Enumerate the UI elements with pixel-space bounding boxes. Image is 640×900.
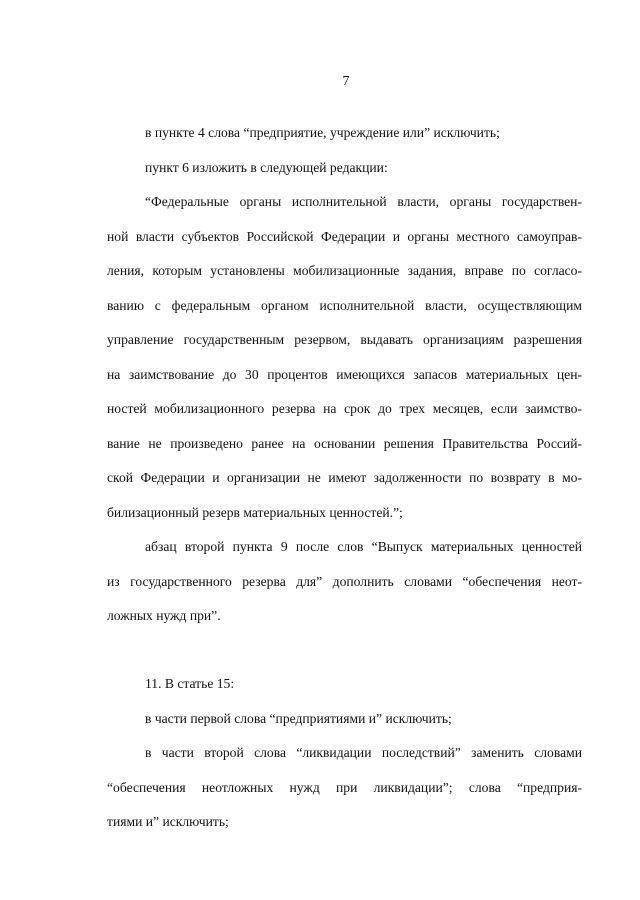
text-line: из государственного резерва для” дополнить словами “обеспечения неот- <box>107 574 582 589</box>
text-line: ской Федерации и организации не имеют задолженности по возврату в мо- <box>107 470 582 485</box>
text-line: “обеспечения неотложных нужд при ликвидации”; слова “предприя- <box>107 780 582 795</box>
text-line: в части второй слова “ликвидации последствий” заменить словами <box>145 745 582 760</box>
text-line: ной власти субъектов Российской Федерации и органы местного самоуправ- <box>107 229 582 244</box>
text-line: ложных нужд при”. <box>107 608 221 623</box>
text-line: ления, которым установлены мобилизационные задания, вправе по согласо- <box>107 263 582 278</box>
text-line: в пункте 4 слова “предприятие, учреждение или” исключить; <box>145 125 500 140</box>
section-heading: 11. В статье 15: <box>145 676 235 691</box>
text-line: ванию с федеральным органом исполнительной власти, осуществляющим <box>107 298 582 313</box>
page-number: 7 <box>342 74 350 89</box>
text-line: на заимствование до 30 процентов имеющихся запасов материальных цен- <box>107 367 582 382</box>
text-line: ностей мобилизационного резерва на срок до трех месяцев, если заимство- <box>107 401 582 416</box>
text-line: тиями и” исключить; <box>107 814 229 829</box>
text-line: “Федеральные органы исполнительной власти, органы государствен- <box>145 194 582 209</box>
text-line: управление государственным резервом, выдавать организациям разрешения <box>107 332 582 347</box>
text-line: в части первой слова “предприятиями и” исключить; <box>145 711 452 726</box>
text-line: пункт 6 изложить в следующей редакции: <box>145 160 388 175</box>
text-line: билизационный резерв материальных ценностей.”; <box>107 505 403 520</box>
text-line: вание не произведено ранее на основании решения Правительства Россий- <box>107 436 582 451</box>
text-line: абзац второй пункта 9 после слов “Выпуск материальных ценностей <box>145 539 582 554</box>
